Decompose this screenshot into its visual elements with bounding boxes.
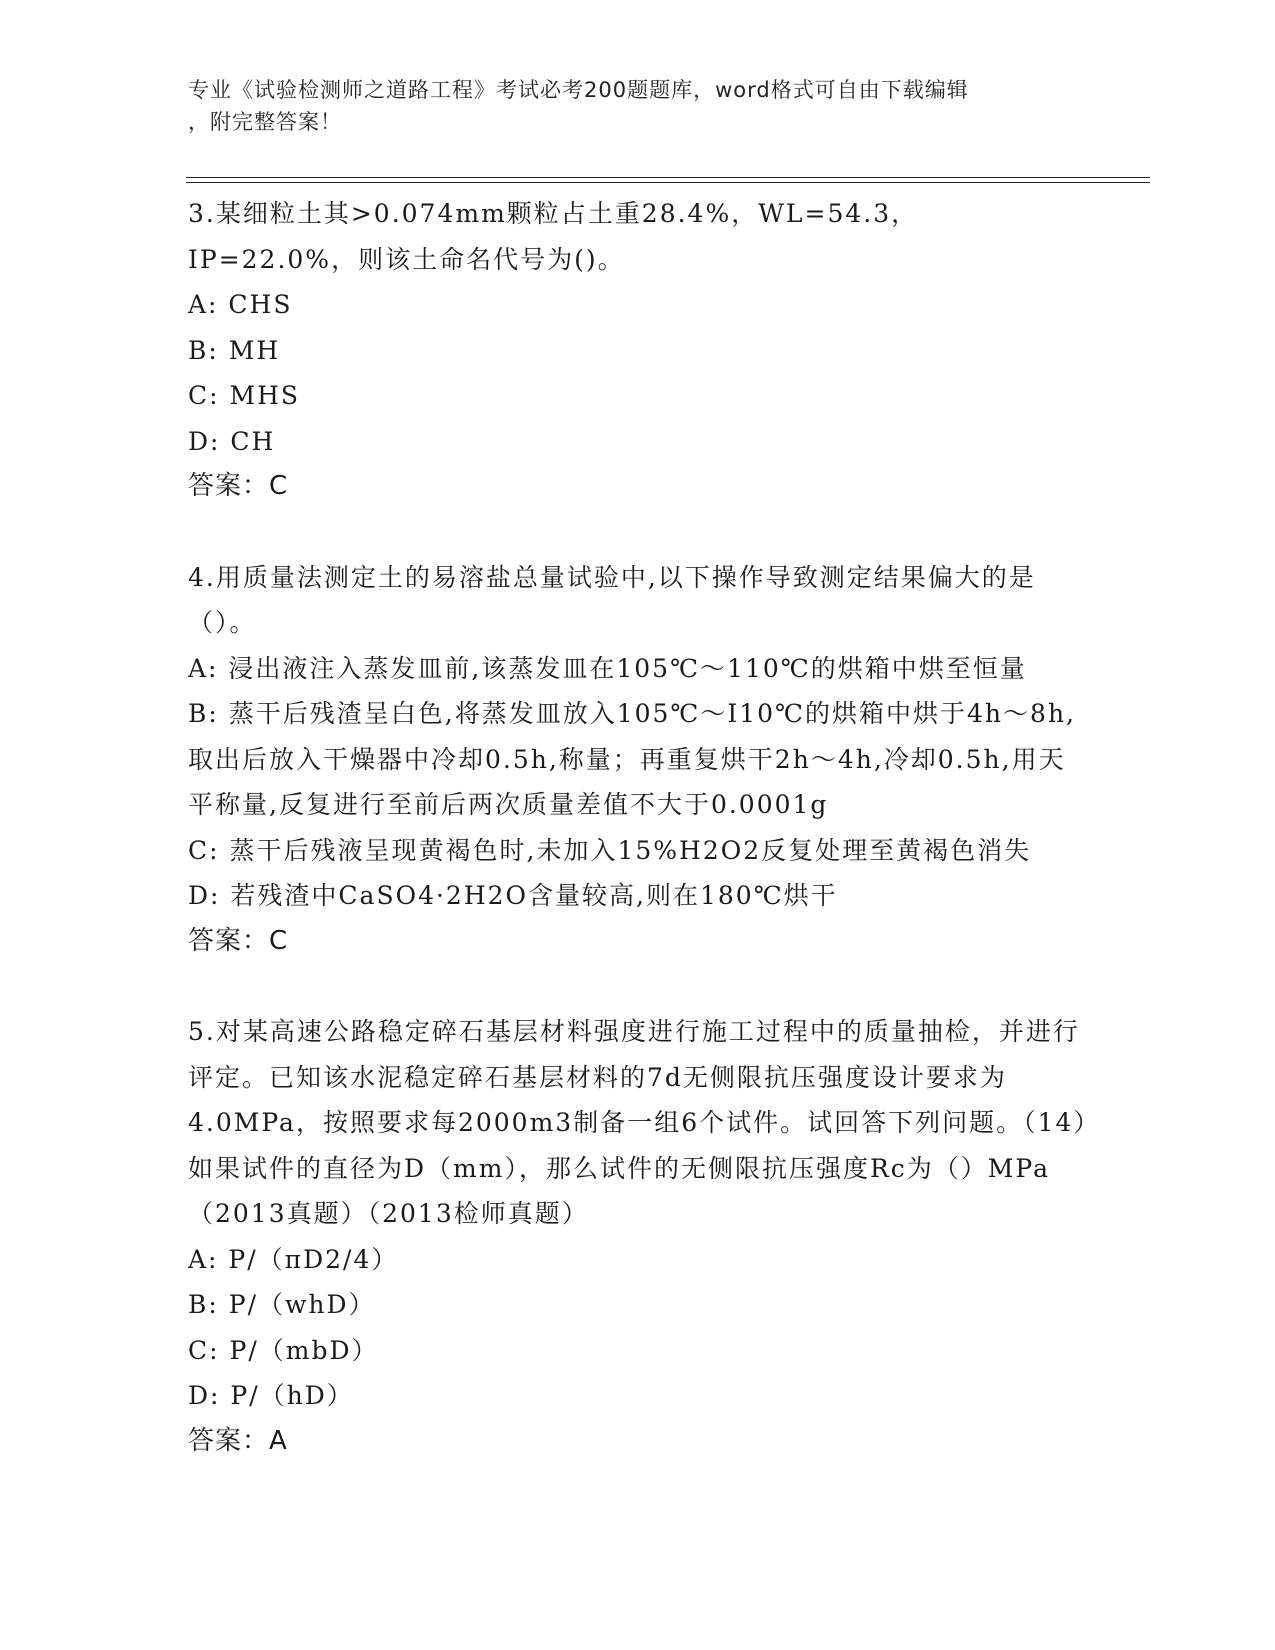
question-list [188,191,1088,1464]
answer-line: 答案：C [188,471,289,501]
question-block [188,555,1088,965]
question-block [188,191,1088,510]
option-b: B: 蒸干后残渣呈白色,将蒸发皿放入105℃～I10℃的烘箱中烘于4h～8h,取出后放入干燥器中冷却0.5h,称量；再重复烘干2h～4h,冷却0.5h,用天平称量,反复进行至前后两次质量差值不大于0.0001g [188,699,1076,819]
question-stem: 4.用质量法测定土的易溶盐总量试验中,以下操作导致测定结果偏大的是（）。 [188,562,1036,637]
option-c: C: 蒸干后残液呈现黄褐色时,未加入15%H2O2反复处理至黄褐色消失 [188,835,1032,865]
question-stem: 5.对某高速公路稳定碎石基层材料强度进行施工过程中的质量抽检，并进行评定。已知该水泥稳定碎石基层材料的7d无侧限抗压强度设计要求为4.0MPa，按照要求每2000m3制备一组6个试件。试回答下列问题。（14）如果试件的直径为D（mm），那么试件的无侧限抗压强度Rc为（）MPa（2013真题）（2013检师真题） [188,1017,1088,1228]
answer-line: 答案：C [188,925,289,956]
question-block [188,1009,1088,1464]
option-d: D: P/（hD） [188,1381,354,1410]
document-header [188,74,1068,138]
header-title-line: 专业《试验检测师之道路工程》考试必考200题题库，word格式可自由下载编辑 [188,78,969,102]
option-c: C: MHS [188,381,301,410]
option-d: D: 若残渣中CaSO4·2H2O含量较高,则在180℃烘干 [188,881,838,910]
header-title-line-continued: ，附完整答案！ [188,110,342,134]
option-b: B: P/（whD） [188,1290,376,1319]
header-divider-top [186,177,1150,178]
option-c: C: P/（mbD） [188,1335,379,1365]
header-divider-bottom [186,182,1150,183]
option-b: B: MH [188,335,281,365]
option-a: A: CHS [188,290,293,319]
option-a: A: 浸出液注入蒸发皿前,该蒸发皿在105℃～110℃的烘箱中烘至恒量 [188,653,1027,683]
question-stem: 3.某细粒土其>0.074mm颗粒占土重28.4%，WL=54.3，IP=22.0%，则该土命名代号为()。 [188,199,919,274]
answer-line: 答案：A [188,1425,288,1456]
option-a: A: P/（πD2/4） [188,1244,399,1274]
option-d: D: CH [188,426,276,456]
